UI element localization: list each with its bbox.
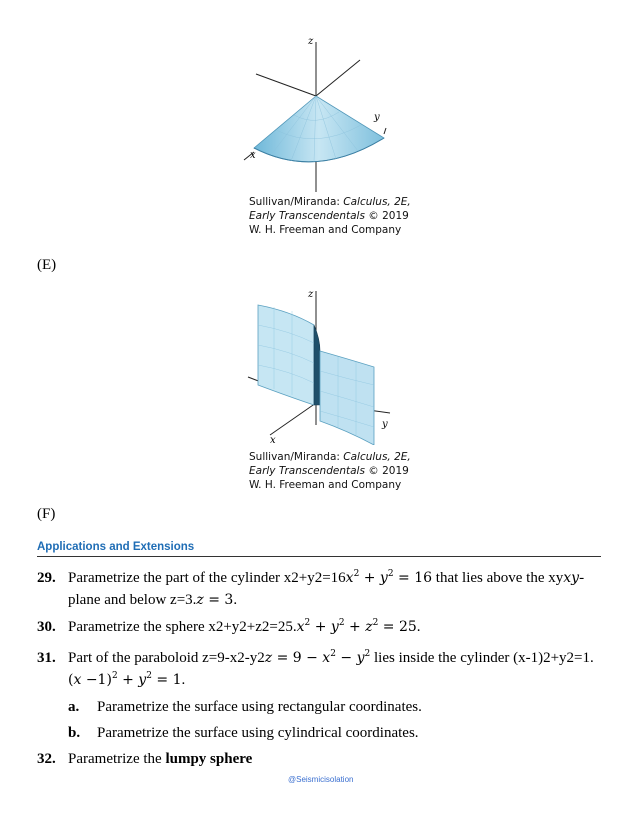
math-cylinder: $x^2 + y^2 = 16$	[345, 569, 433, 586]
math-z3: z = 3	[196, 592, 234, 608]
problem-text: lies inside the cylinder (x-1)2+y2=1.	[370, 650, 594, 666]
cone-figure	[236, 30, 396, 200]
problem-term: lumpy sphere	[165, 751, 253, 767]
y-axis-label: y	[382, 419, 388, 430]
z-axis-label: z	[308, 289, 314, 300]
problem-29	[68, 567, 608, 611]
problem-31	[68, 647, 608, 691]
problem-text: Parametrize the part of the cylinder x2+y2=16	[68, 570, 346, 586]
problem-text: .	[233, 592, 238, 608]
section-divider	[37, 556, 601, 557]
y-axis-label: y	[374, 112, 380, 123]
problem-32	[68, 748, 252, 770]
section-heading: Applications and Extensions	[37, 541, 195, 553]
problem-number: 32.	[37, 751, 56, 767]
problem-number: 30.	[37, 619, 56, 635]
caption-title: Calculus, 2E,	[343, 451, 411, 463]
caption-title: Calculus, 2E,	[343, 196, 411, 208]
math-sphere: $x^2 + y^2 + z^2 = 25$	[296, 618, 417, 635]
label-f: (F)	[37, 506, 56, 522]
caption-text: Sullivan/Miranda:	[249, 451, 344, 463]
problem-text: Part of the paraboloid z=9-x2-y2	[68, 650, 265, 666]
problem-number: 31.	[37, 650, 56, 666]
problem-text: that lies above the xy	[432, 570, 564, 586]
problem-number: 29.	[37, 570, 56, 586]
label-e: (E)	[37, 257, 57, 273]
problem-30	[68, 616, 608, 638]
caption-text: Sullivan/Miranda:	[249, 196, 344, 208]
z-axis-label: z	[308, 36, 314, 47]
caption-text: W. H. Freeman and Company	[249, 479, 402, 491]
problem-31a: Parametrize the surface using rectangular coordinates.	[97, 699, 422, 715]
watermark-footer: @Seismicisolation	[288, 775, 354, 784]
math-cylinder-shifted: $(x -1)^2 + y^2 = 1$	[68, 671, 182, 688]
subpart-letter: b.	[68, 725, 81, 741]
x-axis-label: x	[270, 435, 276, 445]
caption-title: Early Transcendentals	[249, 210, 365, 222]
figure2-caption	[249, 450, 411, 492]
problem-text: .	[181, 672, 186, 688]
problem-text: .	[416, 619, 421, 635]
problem-text: Parametrize the sphere x2+y2+z2=25.	[68, 619, 297, 635]
math-xy: xy	[563, 570, 580, 586]
problem-text: plane and below z=3.	[68, 592, 197, 608]
caption-text: © 2019	[364, 210, 409, 222]
problem-text: -	[579, 570, 585, 586]
twisted-surface-figure	[240, 285, 400, 445]
caption-text: W. H. Freeman and Company	[249, 224, 402, 236]
x-axis-label: x	[250, 150, 256, 161]
caption-title: Early Transcendentals	[249, 465, 365, 477]
math-paraboloid: $z = 9 - x^2 - y^2$	[264, 649, 371, 666]
subpart-letter: a.	[68, 699, 80, 715]
problem-text: Parametrize the	[68, 751, 166, 767]
problem-31b: Parametrize the surface using cylindrical coordinates.	[97, 725, 419, 741]
caption-text: © 2019	[364, 465, 409, 477]
figure1-caption	[249, 195, 411, 237]
